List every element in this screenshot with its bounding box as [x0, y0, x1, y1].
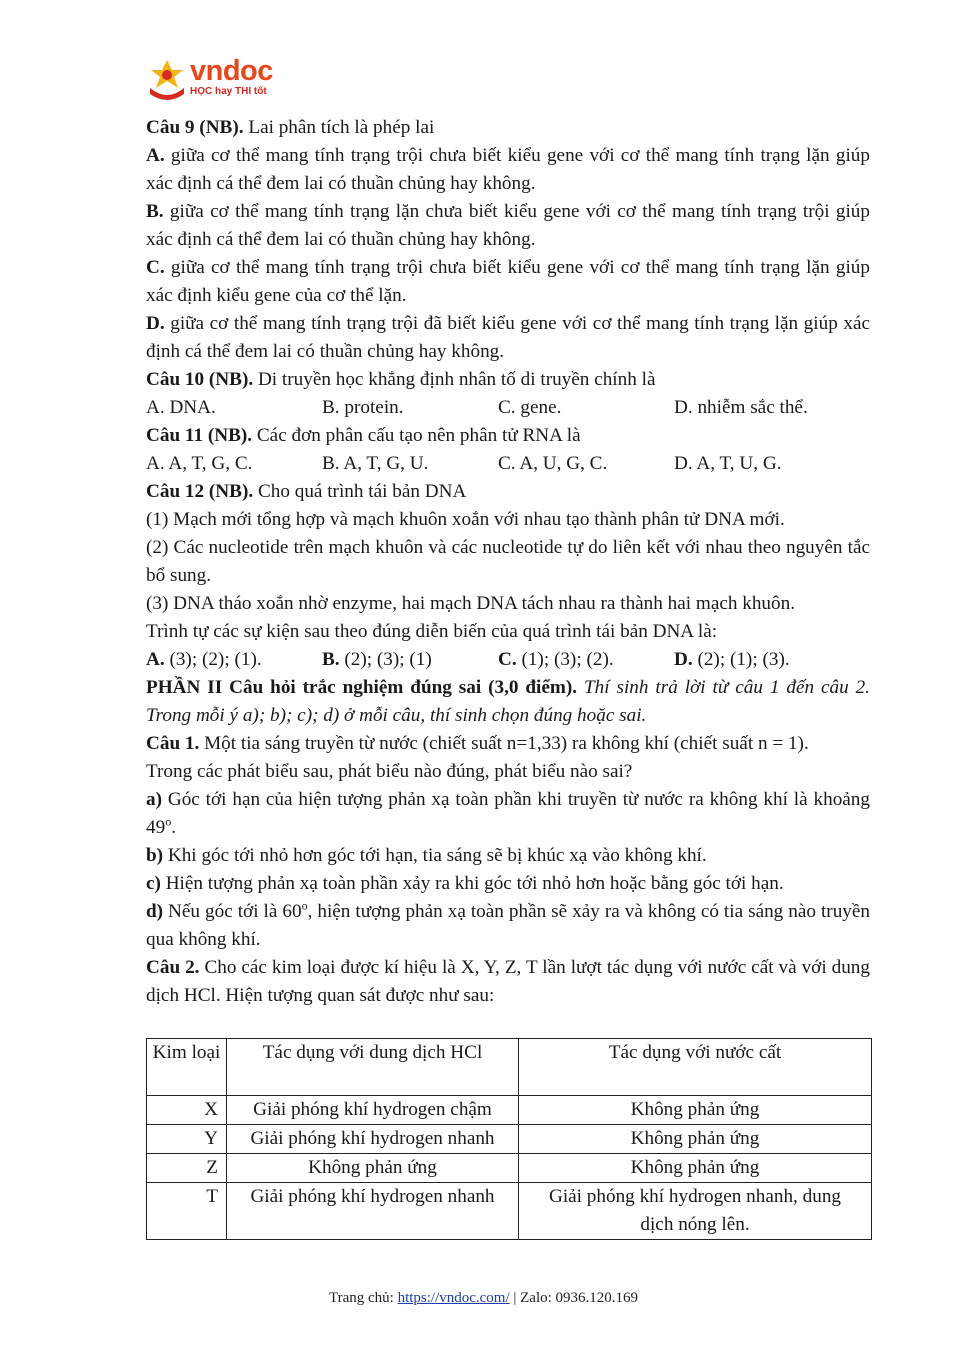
document-content [146, 114, 870, 1010]
logo-emblem-icon [146, 58, 188, 102]
q10-options [146, 394, 870, 422]
logo-brand: vndoc [190, 55, 273, 87]
footer-prefix: Trang chủ: [328, 1290, 398, 1306]
header-metal: Kim loại [147, 1039, 227, 1096]
q12-ask: Trình tự các sự kiện sau theo đúng diễn biến của quá trình tái bản DNA là: [146, 621, 718, 642]
q11-option-b: B. A, T, G, U. [322, 453, 429, 474]
header-hcl: Tác dụng với dung dịch HCl [227, 1039, 519, 1096]
page-footer [0, 1290, 967, 1307]
vndoc-logo [146, 56, 286, 102]
part-2-heading: PHẦN II Câu hỏi trắc nghiệm đúng sai (3,0 điểm). Thí sinh trả lời từ câu 1 đến câu 2. Trong mỗi ý a); b); c); d) ở mỗi câu, thí sinh chọn đúng hoặc sai. [146, 677, 870, 726]
q11-option-d: D. A, T, U, G. [674, 453, 782, 474]
q10-option-c: C. gene. [498, 397, 562, 418]
header-water: Tác dụng với nước cất [519, 1039, 872, 1096]
q12-option-a: A. (3); (2); (1). [146, 649, 262, 670]
q9-option-b: B. giữa cơ thể mang tính trạng lặn chưa biết kiểu gene với cơ thể mang tính trạng trội giúp xác định cá thể đem lai có thuần chủng hay không. [146, 201, 870, 250]
table-header-row [147, 1039, 872, 1096]
q12-step-3: (3) DNA tháo xoắn nhờ enzyme, hai mạch DNA tách nhau ra thành hai mạch khuôn. [146, 593, 796, 614]
q10-option-d: D. nhiễm sắc thể. [674, 397, 808, 418]
question-9: Câu 9 (NB). Lai phân tích là phép lai [146, 117, 435, 138]
q10-option-b: B. protein. [322, 397, 404, 418]
p2q1-statement-a: a) Góc tới hạn của hiện tượng phản xạ toàn phần khi truyền từ nước ra không khí là khoảng 49$^o$. [146, 789, 870, 838]
q12-step-2: (2) Các nucleotide trên mạch khuôn và các nucleotide tự do liên kết với nhau theo nguyên tắc bổ sung. [146, 537, 870, 586]
footer-zalo: | Zalo: 0936.120.169 [509, 1290, 639, 1306]
question-10: Câu 10 (NB). Di truyền học khẳng định nhân tố di truyền chính là [146, 369, 656, 390]
p2q1-statement-c: c) Hiện tượng phản xạ toàn phần xảy ra khi góc tới nhỏ hơn hoặc bằng góc tới hạn. [146, 873, 784, 894]
q11-options [146, 450, 870, 478]
p2q1-ask: Trong các phát biểu sau, phát biểu nào đúng, phát biểu nào sai? [146, 761, 633, 782]
homepage-link[interactable]: https://vndoc.com/ [397, 1290, 510, 1306]
q12-step-1: (1) Mạch mới tổng hợp và mạch khuôn xoắn với nhau tạo thành phân tử DNA mới. [146, 509, 785, 530]
table-row: Y Giải phóng khí hydrogen nhanh Không phản ứng [147, 1125, 872, 1154]
p2q1-statement-b: b) Khi góc tới nhỏ hơn góc tới hạn, tia sáng sẽ bị khúc xạ vào không khí. [146, 845, 707, 866]
q11-option-c: C. A, U, G, C. [498, 453, 608, 474]
q12-option-b: B. (2); (3); (1) [322, 649, 432, 670]
logo-tagline: HỌC hay THI tốt [190, 86, 267, 97]
question-12: Câu 12 (NB). Cho quá trình tái bản DNA [146, 481, 467, 502]
table-row: Z Không phản ứng Không phản ứng [147, 1154, 872, 1183]
question-11: Câu 11 (NB). Các đơn phân cấu tạo nên phân tử RNA là [146, 425, 581, 446]
part2-question-1: Câu 1. Một tia sáng truyền từ nước (chiết suất n=1,33) ra không khí (chiết suất n = 1). [146, 733, 809, 754]
q12-option-d: D. (2); (1); (3). [674, 649, 790, 670]
q10-option-a: A. DNA. [146, 397, 216, 418]
table-row: X Giải phóng khí hydrogen chậm Không phản ứng [147, 1096, 872, 1125]
q12-option-c: C. (1); (3); (2). [498, 649, 614, 670]
q9-option-c: C. giữa cơ thể mang tính trạng trội chưa biết kiểu gene với cơ thể mang tính trạng lặn giúp xác định kiểu gene của cơ thể lặn. [146, 257, 870, 306]
q9-option-a: A. giữa cơ thể mang tính trạng trội chưa biết kiểu gene với cơ thể mang tính trạng lặn giúp xác định cá thể đem lai có thuần chủng hay không. [146, 145, 870, 194]
table-row: T Giải phóng khí hydrogen nhanh Giải phóng khí hydrogen nhanh, dung dịch nóng lên. [147, 1183, 872, 1240]
q12-options [146, 646, 870, 674]
q9-option-d: D. giữa cơ thể mang tính trạng trội đã biết kiểu gene với cơ thể mang tính trạng lặn giúp xác định cá thể đem lai có thuần chủng hay không. [146, 313, 870, 362]
metal-reaction-table [146, 1038, 872, 1240]
part2-question-2: Câu 2. Cho các kim loại được kí hiệu là X, Y, Z, T lần lượt tác dụng với nước cất và với dung dịch HCl. Hiện tượng quan sát được như sau: [146, 957, 870, 1006]
q11-option-a: A. A, T, G, C. [146, 453, 253, 474]
p2q1-statement-d: d) Nếu góc tới là 60$^o$, hiện tượng phản xạ toàn phần sẽ xảy ra và không có tia sáng nào truyền qua không khí. [146, 898, 870, 950]
